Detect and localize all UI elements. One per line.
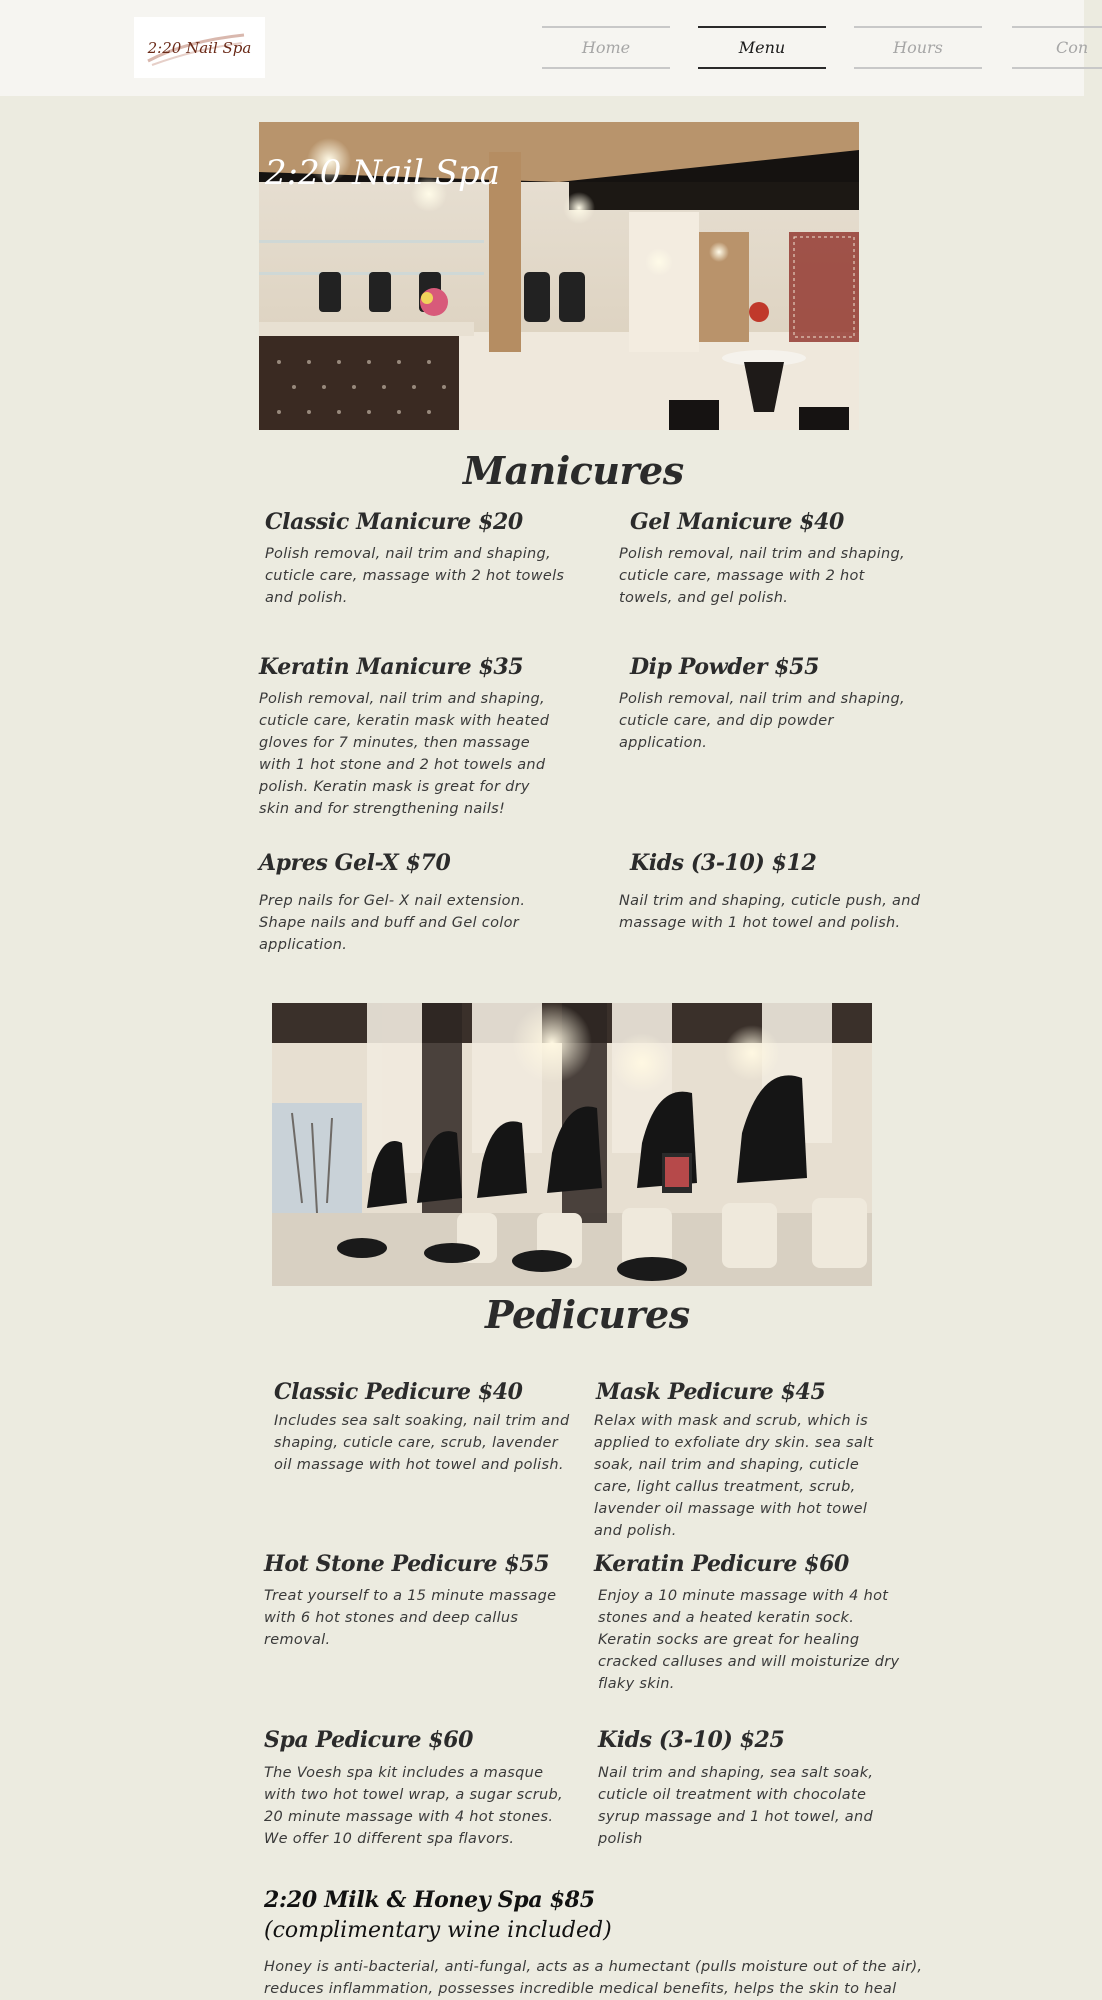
keratin-manicure-title: Keratin Manicure $35 (259, 654, 524, 680)
dip-powder-title: Dip Powder $55 (630, 654, 819, 680)
kids-pedicure-title: Kids (3-10) $25 (598, 1727, 785, 1753)
milk-honey-spa-subtitle: (complimentary wine included) (264, 1918, 612, 1943)
nav-hours[interactable]: Hours (854, 26, 982, 69)
dip-powder-desc: Polish removal, nail trim and shaping, cuticle care, and dip powder application. (619, 691, 905, 751)
pedicures-title: Pedicures (485, 1292, 690, 1337)
classic-pedicure-title: Classic Pedicure $40 (274, 1379, 523, 1405)
mask-pedicure-title: Mask Pedicure $45 (596, 1379, 826, 1405)
classic-pedicure-desc: Includes sea salt soaking, nail trim and shaping, cuticle care, scrub, lavender oil massage with hot towel and polish. (274, 1413, 570, 1473)
hot-stone-pedicure-title: Hot Stone Pedicure $55 (264, 1551, 550, 1577)
classic-manicure-title: Classic Manicure $20 (265, 509, 523, 535)
manicures-title: Manicures (463, 448, 684, 493)
hot-stone-pedicure-desc: Treat yourself to a 15 minute massage with 6 hot stones and deep callus removal. (264, 1588, 557, 1648)
site-header (0, 0, 1089, 96)
apres-gelx-desc: Prep nails for Gel- X nail extension. Shape nails and buff and Gel color application. (259, 893, 526, 953)
keratin-pedicure-title: Keratin Pedicure $60 (594, 1551, 849, 1577)
nav-menu[interactable]: Menu (698, 26, 826, 69)
kids-pedicure-desc: Nail trim and shaping, sea salt soak, cuticle oil treatment with chocolate syrup massage and 1 hot towel, and polish (598, 1765, 874, 1847)
pedicure-chairs-photo (272, 1003, 872, 1286)
keratin-manicure-desc: Polish removal, nail trim and shaping, cuticle care, keratin mask with heated gloves for 7 minutes, then massage with 1 hot stone and 2 hot towels and polish. Keratin mask is great for dry skin and for strengthening nails! (259, 691, 550, 817)
apres-gelx-title: Apres Gel-X $70 (259, 850, 451, 876)
spa-pedicure-title: Spa Pedicure $60 (264, 1727, 474, 1753)
kids-manicure-desc: Nail trim and shaping, cuticle push, and massage with 1 hot towel and polish. (619, 893, 921, 931)
mask-pedicure-desc: Relax with mask and scrub, which is applied to exfoliate dry skin. sea salt soak, nail trim and shaping, cuticle care, light callus treatment, scrub, lavender oil massage with hot towel and polish. (594, 1413, 874, 1539)
keratin-pedicure-desc: Enjoy a 10 minute massage with 4 hot stones and a heated keratin sock. Keratin socks are great for healing cracked calluses and will moisturize dry flaky skin. (598, 1588, 900, 1692)
classic-manicure-desc: Polish removal, nail trim and shaping, cuticle care, massage with 2 hot towels and polish. (265, 546, 565, 606)
kids-manicure-title: Kids (3-10) $12 (630, 850, 817, 876)
nav-contact[interactable]: Con (1012, 26, 1102, 69)
nav-home[interactable]: Home (542, 26, 670, 69)
salon-interior-photo (259, 122, 859, 430)
logo-text: 2:20 Nail Spa (147, 38, 252, 57)
site-logo[interactable] (134, 17, 265, 78)
gel-manicure-desc: Polish removal, nail trim and shaping, cuticle care, massage with 2 hot towels, and gel polish. (619, 546, 905, 606)
spa-pedicure-desc: The Voesh spa kit includes a masque with two hot towel wrap, a sugar scrub, 20 minute massage with 4 hot stones. We offer 10 different spa flavors. (264, 1765, 563, 1847)
milk-honey-spa-desc: Honey is anti-bacterial, anti-fungal, acts as a humectant (pulls moisture out of the air), reduces inflammation, possesses incredible medical benefits, helps the skin to heal (264, 1959, 923, 1997)
pedicure-chairs-image (272, 1003, 872, 1286)
milk-honey-spa-title: 2:20 Milk & Honey Spa $85 (264, 1887, 595, 1913)
gel-manicure-title: Gel Manicure $40 (630, 509, 844, 535)
salon-interior-image (259, 122, 859, 430)
hero-overlay-text: 2:20 Nail Spa (265, 153, 501, 193)
